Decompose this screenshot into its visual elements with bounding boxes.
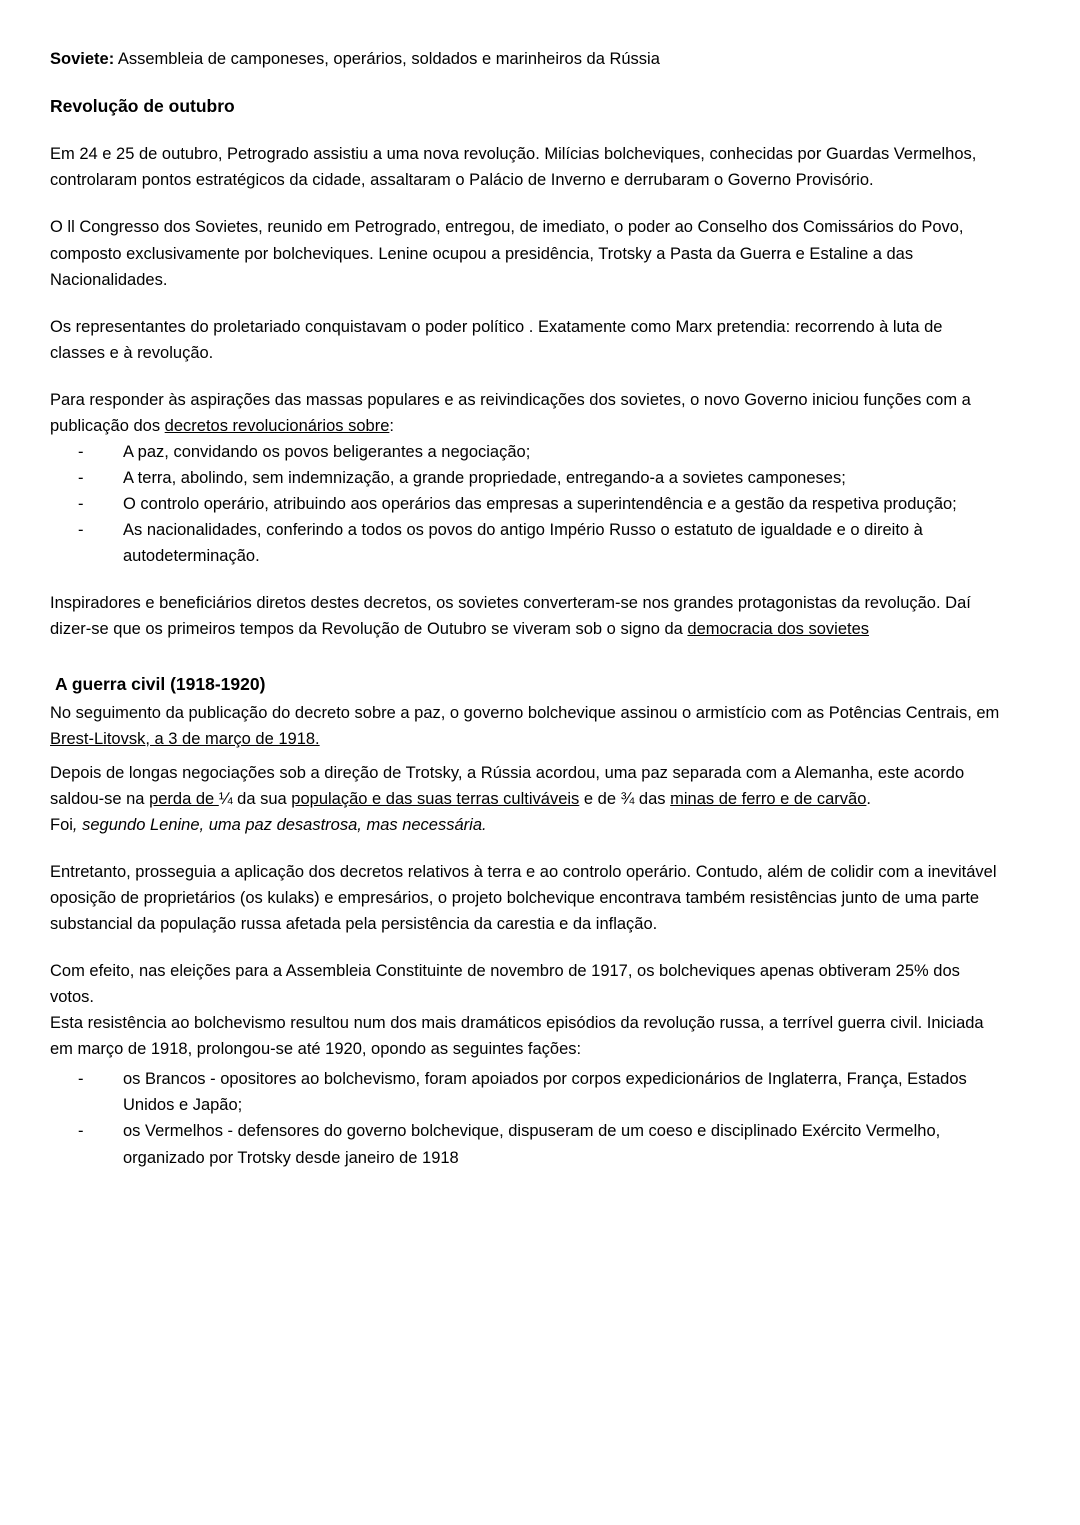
section-heading-civil-war: A guerra civil (1918-1920) — [55, 674, 266, 695]
list-item-label: O controlo operário, atribuindo aos operários das empresas a superintendência e a gestão da respetiva produção; — [123, 495, 957, 513]
dash-marker-icon: - — [78, 1070, 84, 1089]
paragraph-october-days: Em 24 e 25 de outubro, Petrogrado assistiu a uma nova revolução. Milícias bolcheviques, conhecidas por Guardas Vermelhos, controlaram pontos estratégicos da cidade, assaltaram o Palácio de Inverno e derrubaram o Governo Provisório. — [50, 145, 977, 190]
soviet-democracy-underlined-term: democracia dos sovietes — [687, 620, 870, 639]
list-item — [78, 465, 1002, 491]
brest-litovsk-underlined-term: Brest-Litovsk, a 3 de março de 1918. — [50, 729, 320, 748]
list-item-label: A paz, convidando os povos beligerantes a negociação; — [123, 442, 531, 461]
list-item — [78, 1066, 1002, 1118]
brest-litovsk-text: No seguimento da publicação do decreto sobre a paz, o governo bolchevique assinou o armistício com as Potências Centrais, em — [50, 703, 1000, 722]
soviete-definition — [50, 46, 1002, 72]
dash-marker-icon: - — [78, 521, 84, 540]
list-item — [78, 491, 1002, 517]
separate-peace-text-b: ¼ da sua — [218, 789, 292, 808]
document-body — [50, 46, 1002, 1171]
list-item-label: A terra, abolindo, sem indemnização, a grande propriedade, entregando-a a sovietes camponeses; — [123, 468, 846, 487]
soviete-term: Soviete: — [50, 50, 115, 68]
paragraph-soviet-democracy — [50, 590, 1002, 642]
lenine-quote-prefix: Foi — [50, 815, 73, 834]
soviete-definition-text: Assembleia de camponeses, operários, soldados e marinheiros da Rússia — [114, 50, 660, 68]
decrees-list — [50, 439, 1002, 569]
paragraph-separate-peace — [50, 760, 1002, 812]
paragraph-decree-application: Entretanto, prosseguia a aplicação dos decretos relativos à terra e ao controlo operário. Contudo, além de colidir com a inevitável oposição de proprietários (os kulaks) e empresários, o projeto bolchevique encontrava também resistências junto de uma parte substancial da população russa afetada pela persistência da carestia e da inflação. — [50, 862, 997, 933]
factions-list — [50, 1066, 1002, 1170]
paragraph-civil-war-factions-intro: Esta resistência ao bolchevismo resultou num dos mais dramáticos episódios da revolução russa, a terrível guerra civil. Iniciada em março de 1918, prolongou-se até 1920, opondo as seguintes fações: — [50, 1014, 984, 1059]
decrees-underlined-term: decretos revolucionários sobre — [164, 416, 390, 435]
decrees-intro-text: Para responder às aspirações das massas populares e as reivindicações dos sovietes, o novo Governo iniciou funções com a publicação dos — [50, 390, 971, 435]
paragraph-spacer — [50, 752, 1002, 760]
section-spacer — [50, 663, 1002, 671]
list-item — [78, 1118, 1002, 1170]
paragraph-lenine-quote — [50, 812, 1002, 838]
separate-peace-underlined-3: minas de ferro e de carvão — [670, 789, 867, 808]
section-heading-october-revolution: Revolução de outubro — [50, 96, 235, 117]
separate-peace-text-a: Depois de longas negociações sob a direção de Trotsky, a Rússia acordou, uma paz separada com a Alemanha, este acordo saldou-se na — [50, 763, 965, 808]
list-item-label: os Brancos - opositores ao bolchevismo, foram apoiados por corpos expedicionários de Inglaterra, França, Estados Unidos e Japão; — [123, 1070, 967, 1115]
decrees-intro-colon: : — [389, 416, 394, 435]
list-item — [78, 517, 1002, 569]
list-item — [78, 439, 1002, 465]
list-item-label: os Vermelhos - defensores do governo bolchevique, dispuseram de um coeso e disciplinado Exército Vermelho, organizado por Trotsky desde janeiro de 1918 — [123, 1122, 941, 1167]
separate-peace-underlined-1: perda de — [149, 789, 219, 808]
dash-marker-icon: - — [78, 495, 84, 513]
dash-marker-icon: - — [78, 442, 84, 461]
separate-peace-text-c: e de ¾ das — [579, 789, 671, 808]
separate-peace-text-d: . — [866, 789, 871, 808]
paragraph-brest-litovsk — [50, 700, 1002, 752]
separate-peace-underlined-2: população e das suas terras cultiváveis — [291, 789, 580, 808]
list-item-label: As nacionalidades, conferindo a todos os povos do antigo Império Russo o estatuto de igualdade e o direito à autodeterminação. — [123, 521, 923, 566]
paragraph-constituent-assembly: Com efeito, nas eleições para a Assembleia Constituinte de novembro de 1917, os bolcheviques apenas obtiveram 25% dos votos. — [50, 962, 960, 1007]
dash-marker-icon: - — [78, 1122, 84, 1141]
lenine-quote-italic: , segundo Lenine, uma paz desastrosa, mas necessária. — [72, 815, 487, 834]
dash-marker-icon: - — [78, 468, 84, 487]
soviet-democracy-text: Inspiradores e beneficiários diretos destes decretos, os sovietes converteram-se nos grandes protagonistas da revolução. Daí dizer-se que os primeiros tempos da Revolução de Outubro se viveram sob o signo da — [50, 594, 971, 639]
paragraph-decrees-intro — [50, 387, 1002, 439]
paragraph-proletariat-power: Os representantes do proletariado conquistavam o poder político . Exatamente como Marx pretendia: recorrendo à luta de classes e à revolução. — [50, 317, 943, 362]
paragraph-second-congress: O ll Congresso dos Sovietes, reunido em Petrogrado, entregou, de imediato, o poder ao Conselho dos Comissários do Povo, composto exclusivamente por bolcheviques. Lenine ocupou a presidência, Trotsky a Pasta da Guerra e Estaline a das Nacionalidades. — [50, 218, 964, 289]
